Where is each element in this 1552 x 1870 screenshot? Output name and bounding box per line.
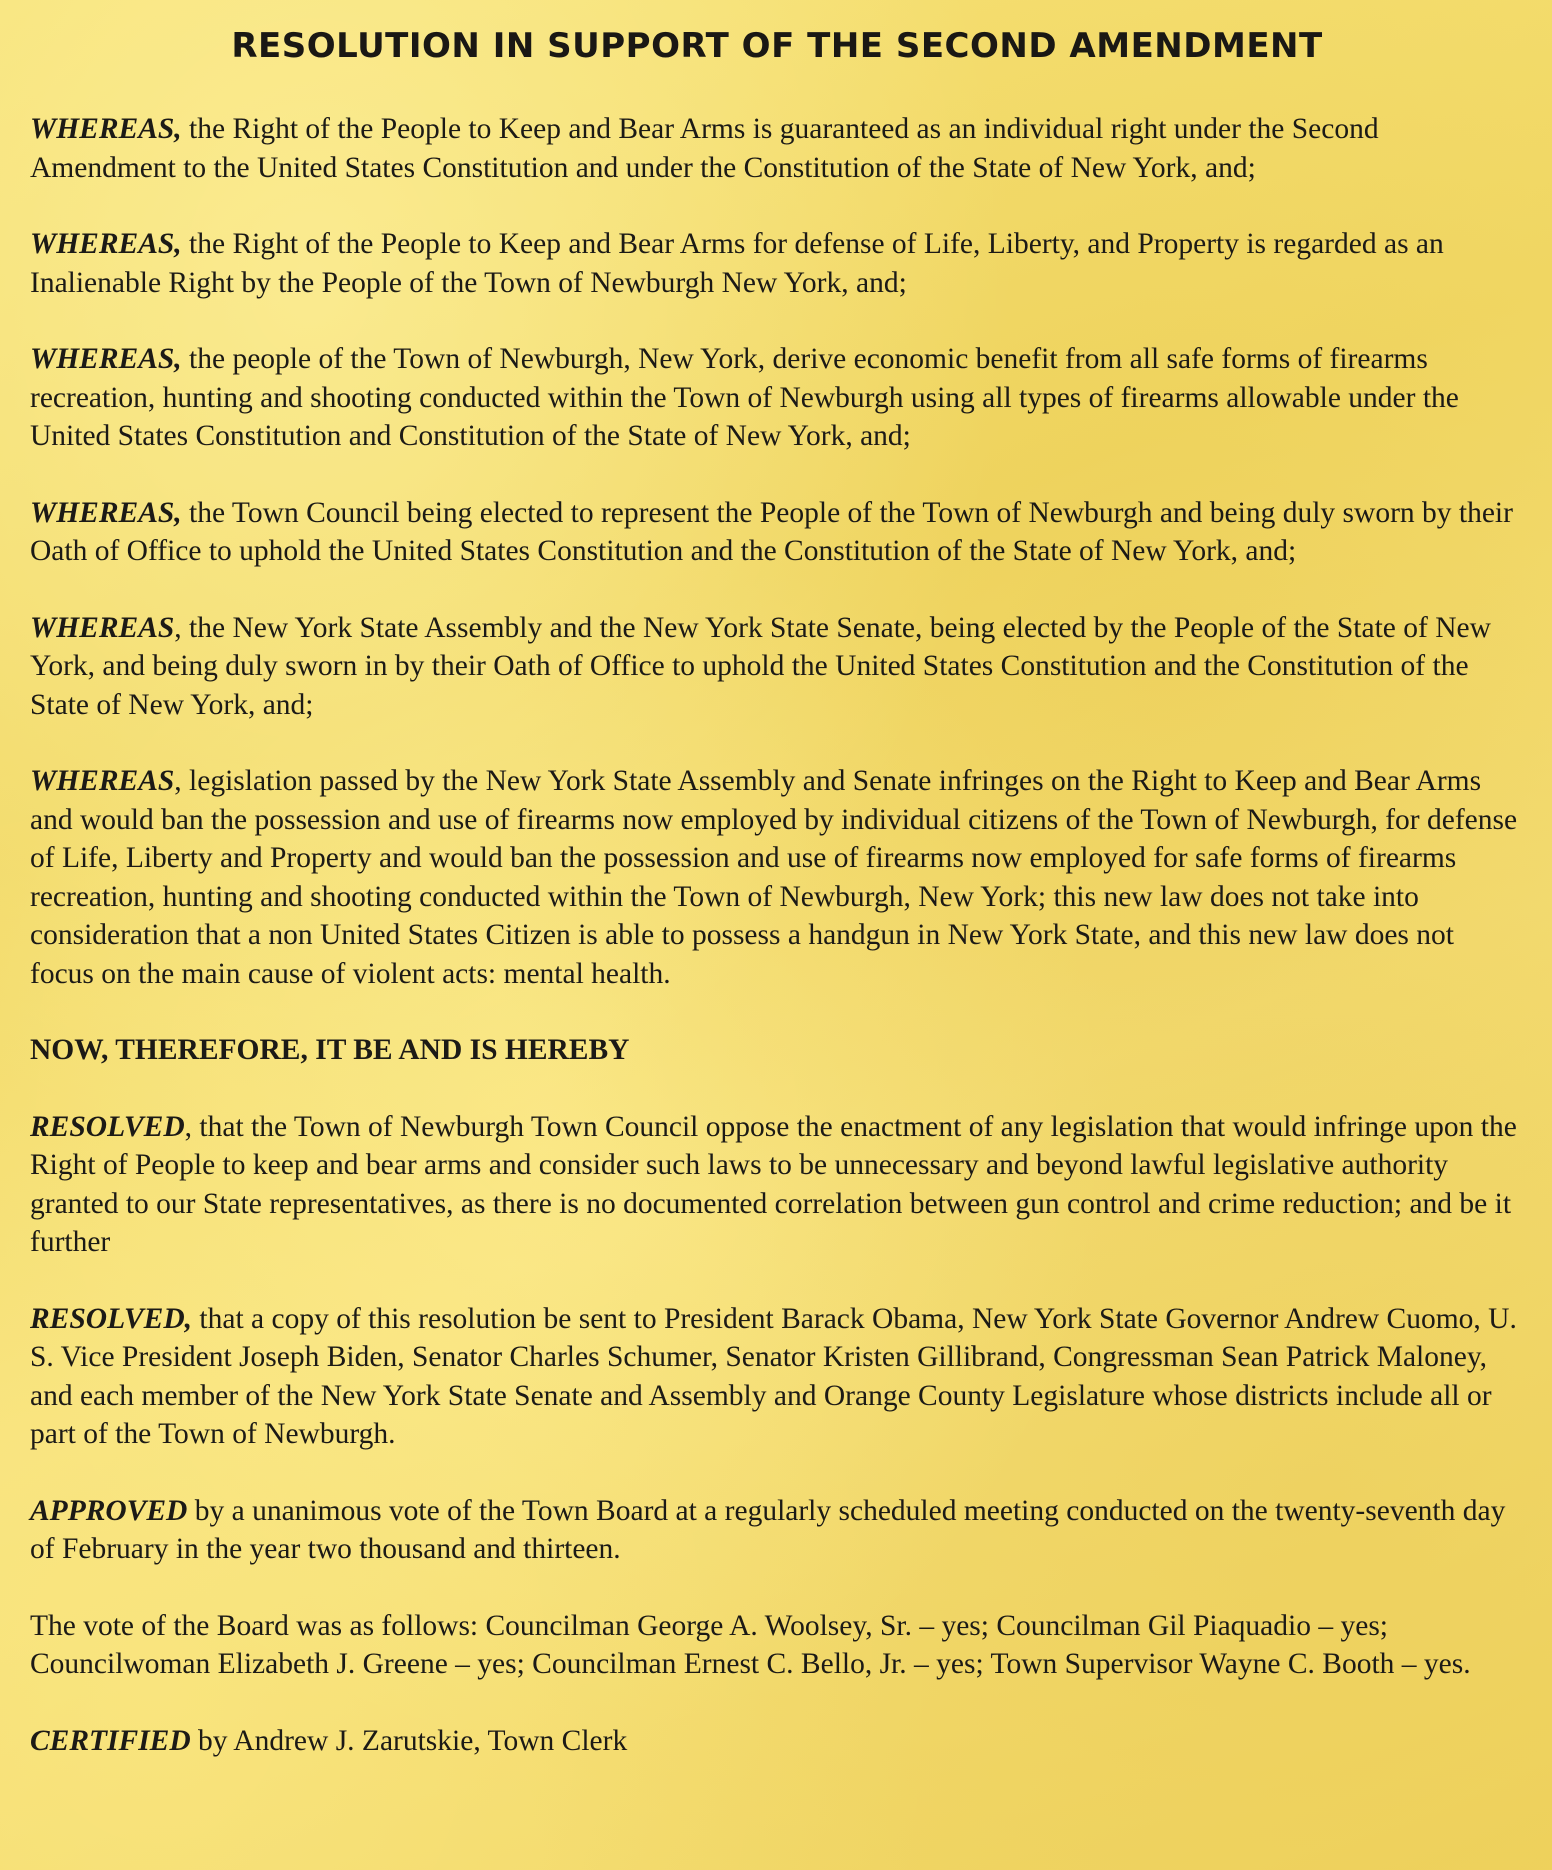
- certified-text: by Andrew J. Zarutskie, Town Clerk: [190, 1724, 628, 1757]
- certified-keyword: CERTIFIED: [30, 1724, 191, 1757]
- whereas-text: , the New York State Assembly and the New York State Senate, being elected by the People of the State of New York, and being duly sworn in by their Oath of Office to uphold the United States Constitution and the Constitution of the State of New York, and;: [30, 611, 1491, 721]
- whereas-paragraph-3: [30, 340, 1524, 456]
- whereas-keyword: WHEREAS,: [30, 228, 182, 260]
- therefore-heading: NOW, THEREFORE, IT BE AND IS HEREBY: [30, 1034, 630, 1066]
- whereas-paragraph-1: [30, 110, 1524, 187]
- whereas-paragraph-5: [30, 609, 1524, 725]
- resolved-paragraph-2: [30, 1300, 1524, 1454]
- whereas-keyword: WHEREAS,: [30, 113, 182, 145]
- whereas-keyword: WHEREAS,: [30, 343, 182, 375]
- approved-paragraph: [30, 1492, 1524, 1569]
- whereas-paragraph-6: [30, 762, 1524, 993]
- resolved-keyword: RESOLVED: [30, 1110, 185, 1143]
- whereas-text: the Right of the People to Keep and Bear Arms for defense of Life, Liberty, and Property is regarded as an Inalienable Right by the People of the Town of Newburgh New York, and;: [30, 228, 1444, 299]
- certified-paragraph: [30, 1722, 1524, 1761]
- whereas-keyword: WHEREAS,: [30, 496, 182, 529]
- whereas-text: , legislation passed by the New York State Assembly and Senate infringes on the Right to Keep and Bear Arms and would ban the possession and use of firearms now employed by individual citizens of the Town of Newburgh, for defense of Life, Liberty and Property and would ban the possession and use of firearms now employed for safe forms of firearms recreation, hunting and shooting conducted within the Town of Newburgh, New York; this new law does not take into consideration that a non United States Citizen is able to possess a handgun in New York State, and this new law does not focus on the main cause of violent acts: mental health.: [30, 765, 1518, 990]
- approved-text: by a unanimous vote of the Town Board at a regularly scheduled meeting conducted on the twenty-seventh day of February in the year two thousand and thirteen.: [30, 1494, 1506, 1565]
- resolved-text: that a copy of this resolution be sent to President Barack Obama, New York State Governor Andrew Cuomo, U. S. Vice President Joseph Biden, Senator Charles Schumer, Senator Kristen Gillibrand, Congressman Sean Patrick Maloney, and each member of the New York State Senate and Assembly and Orange County Legislature whose districts include all or part of the Town of Newburgh.: [30, 1302, 1517, 1450]
- vote-paragraph: The vote of the Board was as follows: Councilman George A. Woolsey, Sr. – yes; Councilman Gil Piaquadio – yes; Councilwoman Elizabeth J. Greene – yes; Councilman Ernest C. Bello, Jr. – yes; Town Supervisor Wayne C. Booth – yes.: [30, 1609, 1471, 1680]
- document-title: RESOLUTION IN SUPPORT OF THE SECOND AMENDMENT: [231, 26, 1323, 66]
- whereas-paragraph-4: [30, 494, 1524, 571]
- whereas-text: the Right of the People to Keep and Bear Arms is guaranteed as an individual right under the Second Amendment to the United States Constitution and under the Constitution of the State of New York, and;: [30, 113, 1379, 184]
- document-body: [30, 110, 1524, 1760]
- whereas-paragraph-2: [30, 225, 1524, 302]
- resolved-keyword: RESOLVED,: [30, 1302, 193, 1335]
- resolved-text: , that the Town of Newburgh Town Council oppose the enactment of any legislation that would infringe upon the Right of People to keep and bear arms and consider such laws to be unnecessary and beyond lawful legislative authority granted to our State representatives, as there is no documented correlation between gun control and crime reduction; and be it further: [30, 1110, 1517, 1258]
- whereas-keyword: WHEREAS: [30, 765, 175, 797]
- whereas-text: the Town Council being elected to represent the People of the Town of Newburgh and being duly sworn by their Oath of Office to uphold the United States Constitution and the Constitution of the State of New York, and;: [30, 496, 1513, 567]
- whereas-text: the people of the Town of Newburgh, New York, derive economic benefit from all safe forms of firearms recreation, hunting and shooting conducted within the Town of Newburgh using all types of firearms allowable under the United States Constitution and Constitution of the State of New York, and;: [30, 343, 1459, 452]
- whereas-keyword: WHEREAS: [30, 611, 175, 644]
- approved-keyword: APPROVED: [30, 1494, 188, 1527]
- resolved-paragraph-1: [30, 1108, 1524, 1262]
